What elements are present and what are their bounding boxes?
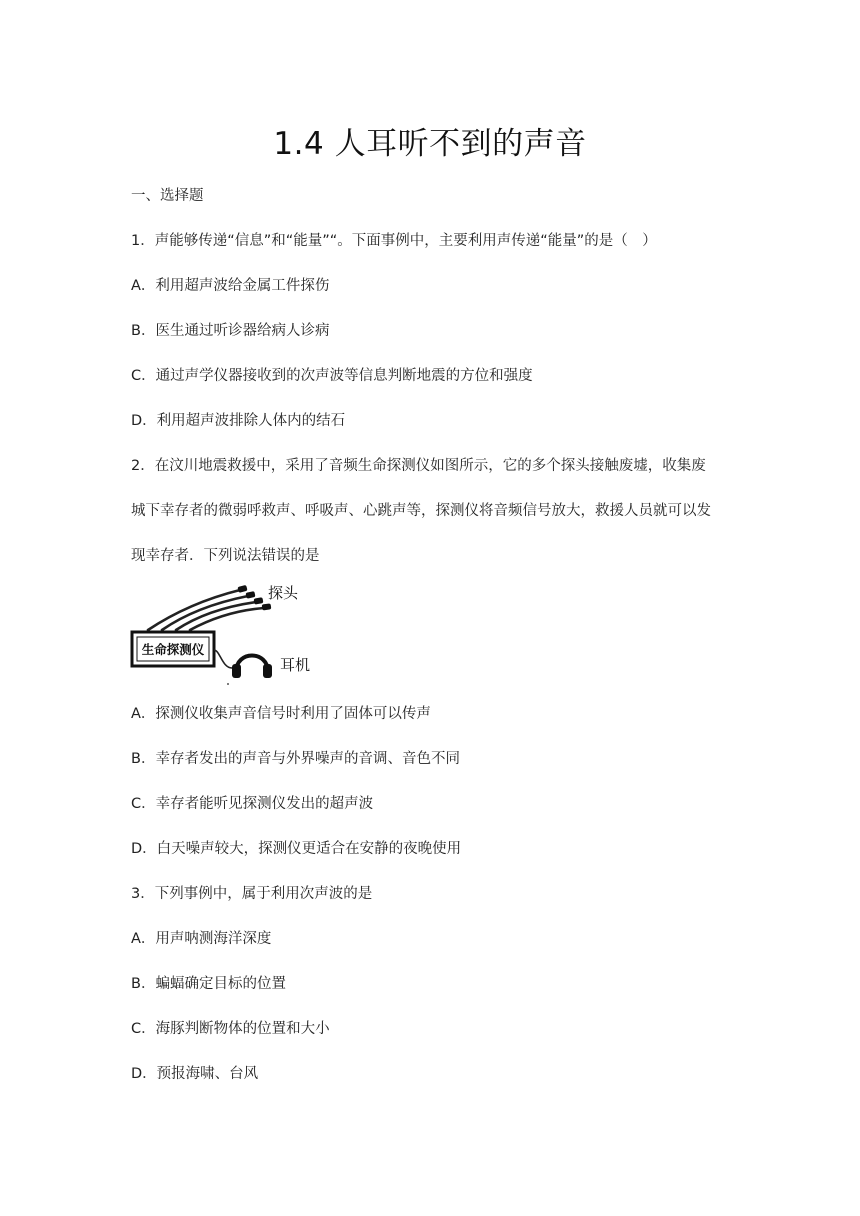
page-title: 1.4 人耳听不到的声音 [273, 126, 587, 162]
headphones-icon [232, 656, 272, 679]
question-2-option-a: A．探测仪收集声音信号时利用了固体可以传声 [131, 706, 431, 722]
question-2-option-d: D．白天噪声较大，探测仪更适合在安静的夜晚使用 [131, 841, 462, 857]
headphone-label: 耳机 [280, 656, 311, 674]
life-detector-figure [128, 580, 328, 688]
question-1-option-a: A．利用超声波给金属工件探伤 [131, 278, 330, 294]
question-2-stem-line-2: 城下幸存者的微弱呼救声、呼吸声、心跳声等，探测仪将音频信号放大，救援人员就可以发 [131, 503, 711, 519]
question-2-stem-line-3: 现幸存者．下列说法错误的是 [131, 548, 320, 564]
question-2-option-c: C．幸存者能听见探测仪发出的超声波 [131, 796, 374, 812]
detector-box-label: 生命探测仪 [141, 642, 205, 657]
question-1-option-b: B．医生通过听诊器给病人诊病 [131, 323, 330, 339]
question-1-option-d: D．利用超声波排除人体内的结石 [131, 413, 346, 429]
question-2-stem-line-1: 2．在汶川地震救援中，采用了音频生命探测仪如图所示，它的多个探头接触废墟，收集废 [131, 458, 706, 474]
question-3-option-b: B．蝙蝠确定目标的位置 [131, 976, 286, 992]
question-3-option-a: A．用声呐测海洋深度 [131, 931, 272, 947]
section-heading: 一、选择题 [131, 188, 204, 204]
question-2-option-b: B．幸存者发出的声音与外界噪声的音调、音色不同 [131, 751, 460, 767]
probe-label: 探头 [268, 584, 299, 602]
headphone-cable [214, 650, 232, 668]
question-3-stem: 3．下列事例中，属于利用次声波的是 [131, 886, 373, 902]
question-3-option-c: C．海豚判断物体的位置和大小 [131, 1021, 330, 1037]
question-1-stem: 1．声能够传递“信息”和“能量”“。下面事例中，主要利用声传递“能量”的是（ ） [131, 233, 657, 249]
question-3-option-d: D．预报海啸、台风 [131, 1066, 259, 1082]
question-1-option-c: C．通过声学仪器接收到的次声波等信息判断地震的方位和强度 [131, 368, 533, 384]
